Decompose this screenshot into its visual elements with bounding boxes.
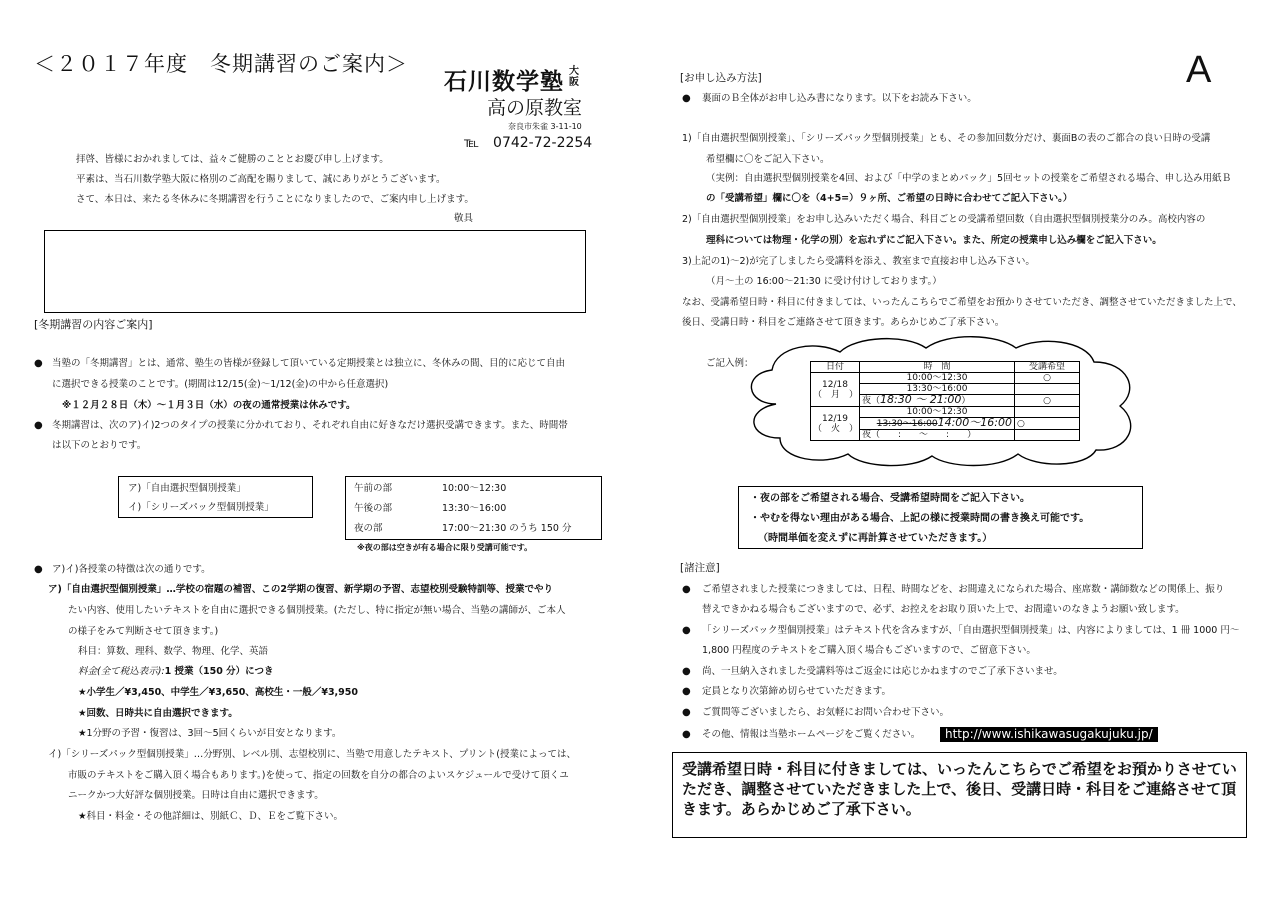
schedule-label: 午前の部 — [354, 483, 393, 494]
note-text: その他、情報は当塾ホームページをご覧ください。 — [702, 729, 921, 740]
note-text: ご希望されました授業につきましては、日程、時間などを、お間違えになられた場合、座席数・講師数などの関係上、振り — [702, 584, 1225, 595]
page-title: ＜２０１７年度 冬期講習のご案内＞ — [34, 52, 408, 76]
apply-text: 後日、受講日時・科目をご連絡させて頂きます。あらかじめご了承下さい。 — [682, 317, 1005, 328]
example-night-label: 夜（ — [862, 396, 881, 406]
bullet-icon: ● — [682, 625, 691, 636]
schedule-label: 夜の部 — [354, 523, 383, 534]
content-text: に選択できる授業のことです。(期間は12/15(金)～1/12(金)の中から任意選択) — [52, 379, 389, 390]
example-head-wish: 受講希望 — [1015, 362, 1080, 373]
bullet-icon: ● — [682, 707, 691, 718]
apply-text-bold: の「受講希望」欄に〇を（4+5=）９ヶ所、ご希望の日時に合わせてご記入下さい。） — [706, 193, 1073, 204]
bullet-icon: ● — [682, 93, 691, 104]
content-text: 当塾の「冬期講習」とは、通常、塾生の皆様が登録して頂いている定期授業とは独立に、冬休みの間、目的に応じて自由 — [52, 358, 566, 369]
bullet-icon: ● — [682, 686, 691, 697]
type-a-desc — [48, 584, 553, 596]
schedule-label: 午後の部 — [354, 503, 393, 514]
example-date-cell — [811, 373, 860, 407]
example-mark: ○ — [1015, 373, 1080, 384]
example-time: 10:00～12:30 — [860, 407, 1015, 418]
type-a-subjects: 科目：算数、理科、数学、物理、化学、英語 — [78, 646, 269, 657]
schedule-note: ※夜の部は空きが有る場合に限り受講可能です。 — [357, 543, 533, 552]
apply-text: 裏面のＢ全体がお申し込み書になります。以下をお読み下さい。 — [702, 93, 977, 104]
note-text: 「シリーズパック型個別授業」はテキスト代を含みますが、「自由選択型個別授業」は、内容によりましては、1 冊 1000 円～ — [702, 625, 1240, 636]
schedule-time: 13:30～16:00 — [442, 503, 507, 514]
bullet-icon: ● — [682, 729, 691, 740]
greeting-closing: 敬具 — [454, 213, 474, 224]
section-heading-content: [冬期講習の内容ご案内] — [34, 318, 153, 331]
schedule-time: 17:00～21:30 のうち 150 分 — [442, 523, 572, 534]
greeting-line: 平素は、当石川数学塾大阪に格別のご高配を賜りまして、誠にありがとうございます。 — [76, 174, 446, 185]
example-table — [810, 361, 1080, 441]
warning-line: ・夜の部をご希望される場合、受講希望時間をご記入下さい。 — [750, 493, 1030, 504]
type-a-price: ★小学生／¥3,450、中学生／¥3,650、高校生・一般／¥3,950 — [78, 687, 358, 698]
course-type-i: イ)「シリーズパック型個別授業」 — [128, 502, 274, 513]
example-mark: ○ — [1015, 418, 1080, 430]
example-night-close: ） — [961, 396, 971, 406]
note-text: 尚、一旦納入されました受講料等はご返金には応じかねますのでご了承下さいませ。 — [702, 666, 1063, 677]
type-i-desc: ニークかつ大好評な個別授業。日時は自由に選択できます。 — [68, 790, 324, 801]
type-i-desc: イ)「シリーズパック型個別授業」…分野別、レベル別、志望校別に、当塾で用意したテキスト、プリント(授業によっては、 — [48, 749, 577, 760]
example-date: 12/19 — [822, 413, 848, 424]
example-time-night — [860, 395, 1015, 407]
blank-notice-box — [44, 230, 586, 313]
type-a-desc: たい内容、使用したいテキストを自由に選択できる個別授業。(ただし、特に指定が無い場合、当塾の講師が、ご本人 — [68, 605, 566, 616]
note-text: 定員となり次第締め切らせていただきます。 — [702, 686, 891, 697]
bullet-icon: ● — [682, 584, 691, 595]
schedule-time: 10:00～12:30 — [442, 483, 507, 494]
apply-text: 希望欄に〇をご記入下さい。 — [706, 154, 830, 165]
apply-text: 1)「自由選択型個別授業」、「シリーズパック型個別授業」とも、その参加回数分だけ、裏面Bの表のご都合の良い日時の受講 — [682, 133, 1211, 144]
apply-text: なお、受講希望日時・科目に付きましては、いったんこちらでご希望をお預かりさせていただき、調整させていただきました上で、 — [682, 297, 1242, 308]
page-letter: A — [1186, 49, 1212, 91]
course-type-a: ア)「自由選択型個別授業」 — [128, 483, 246, 494]
example-handwritten-time: 14:00～16:00 — [937, 416, 1012, 429]
apply-text: （実例：自由選択型個別授業を4回、および「中学のまとめパック」5回セットの授業をご希望される場合、申し込み用紙Ｂ — [706, 173, 1232, 184]
example-mark: ○ — [1015, 395, 1080, 407]
section-heading-notes: [諸注意] — [680, 562, 720, 574]
example-weekday: （ 月 ） — [813, 389, 859, 400]
example-weekday: （ 火 ） — [813, 423, 859, 434]
content-text: ア)イ)各授業の特徴は次の通りです。 — [52, 564, 211, 575]
bullet-icon: ● — [34, 358, 43, 369]
example-empty — [1015, 384, 1080, 395]
apply-text: 2)「自由選択型個別授業」をお申し込みいただく場合、科目ごとの受講希望回数（自由選択型個別授業分のみ。高校内容の — [682, 214, 1206, 225]
example-empty — [1015, 407, 1080, 418]
content-text: は以下のとおりです。 — [52, 440, 147, 451]
example-time: 13:30～16:00 — [860, 384, 1015, 395]
phone-number: ℡ 0742-72-2254 — [464, 135, 593, 151]
type-a-free: ★回数、日時共に自由選択できます。 — [78, 708, 238, 719]
school-logo-region: 大阪 — [569, 66, 579, 88]
note-text: 替えできかねる場合もございますので、必ず、お控えをお取り頂いた上で、お間違いのなきようお願い致します。 — [702, 604, 1185, 615]
example-handwritten-time: 18:30 ～ 21:00 — [880, 393, 962, 406]
warning-line: ・やむを得ない理由がある場合、上記の様に授業時間の書き換え可能です。 — [750, 513, 1090, 524]
example-time: 10:00～12:30 — [860, 373, 1015, 384]
fee-unit: 1 授業（150 分）につき — [164, 666, 274, 677]
example-time-rewritten — [860, 418, 1015, 430]
greeting-line: 拝啓、皆様におかれましては、益々ご健勝のこととお慶び申し上げます。 — [76, 154, 389, 165]
type-a-fee — [78, 666, 274, 678]
note-text: 1,800 円程度のテキストをご購入頂く場合もございますので、ご留意下さい。 — [702, 645, 1036, 656]
content-text-bold: ※１２月２８日（木）～１月３日（水）の夜の通常授業は休みです。 — [62, 400, 356, 411]
fee-label: 料金(全て税込表示): — [78, 666, 165, 677]
example-date-cell — [811, 407, 860, 441]
apply-text: 3)上記の1)～2)が完了しましたら受講料を添え、教室まで直接お申し込み下さい。 — [682, 256, 1035, 267]
content-text: 冬期講習は、次のア)イ)2つのタイプの授業に分かれており、それぞれ自由に好きなだけ選択受講できます。また、時間帯 — [52, 420, 568, 431]
note-text: ご質問等ございましたら、お気軽にお問い合わせ下さい。 — [702, 707, 950, 718]
warning-line: （時間単価を変えずに再計算させていただきます。） — [758, 533, 993, 544]
branch-name: 高の原教室 — [487, 97, 583, 119]
example-head-date: 日付 — [811, 362, 860, 373]
homepage-link[interactable]: http://www.ishikawasugakujuku.jp/ — [940, 727, 1158, 742]
example-struck-time: 13:30～16:00 — [876, 419, 938, 429]
bullet-icon: ● — [34, 420, 43, 431]
apply-text-bold: 理科については物理・化学の別）を忘れずにご記入下さい。また、所定の授業申し込み欄をご記入下さい。 — [706, 235, 1162, 246]
example-date: 12/18 — [822, 379, 848, 390]
example-time-night: 夜（ : ～ : ） — [860, 430, 1015, 441]
example-empty — [1015, 430, 1080, 441]
apply-text: （月～土の 16:00～21:30 に受け付けしております。） — [706, 276, 942, 287]
school-logo: 石川数学塾 — [444, 69, 564, 95]
type-a-desc: の様子をみて判断させて頂きます。) — [68, 626, 219, 637]
type-a-guide: ★1分野の予習・復習は、3回～5回くらいが目安となります。 — [78, 728, 342, 739]
section-heading-apply: [お申し込み方法] — [680, 72, 762, 84]
address: 奈良市朱雀 3-11-10 — [508, 122, 582, 131]
greeting-line: さて、本日は、来たる冬休みに冬期講習を行うことになりましたので、ご案内申し上げます。 — [76, 194, 474, 205]
example-head-time: 時 間 — [860, 362, 1015, 373]
example-label: ご記入例： — [706, 358, 754, 369]
bullet-icon: ● — [34, 564, 43, 575]
bullet-icon: ● — [682, 666, 691, 677]
type-i-details: ★科目・料金・その他詳細は、別紙Ｃ、Ｄ、Ｅをご覧下さい。 — [78, 811, 344, 822]
final-notice-text: 受講希望日時・科目に付きましては、いったんこちらでご希望をお預かりさせていただき、調整させていただきました上で、後日、受講日時・科目をご連絡させて頂きます。あらかじめご了承下さい。 — [682, 760, 1237, 818]
type-i-desc: 市販のテキストをご購入頂く場合もあります。)を使って、指定の回数を自分の都合のよいスケジュールで受けて頂くユ — [68, 770, 569, 781]
type-a-desc-text: ア)「自由選択型個別授業」…学校の宿題の補習、この2学期の復習、新学期の予習、志望校別受験特訓等、授業でやり — [48, 584, 553, 595]
